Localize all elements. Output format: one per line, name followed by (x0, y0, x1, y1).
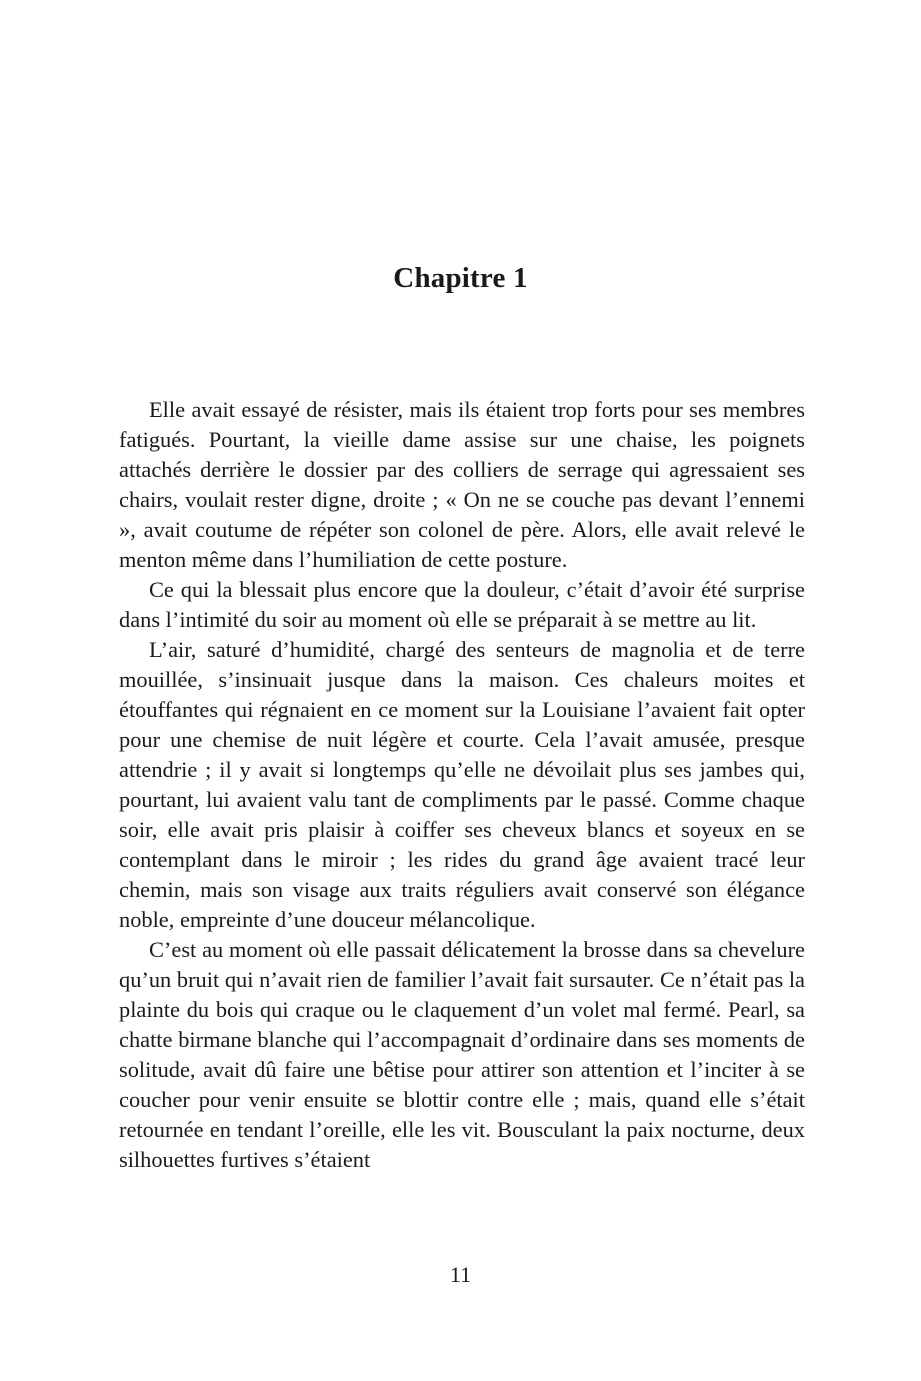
paragraph: Ce qui la blessait plus encore que la douleur, c’était d’avoir été surprise dans l’intimité du soir au moment où elle se préparait à se mettre au lit. (119, 577, 805, 632)
paragraph: Elle avait essayé de résister, mais ils étaient trop forts pour ses membres fatigués. Pourtant, la vieille dame assise sur une chaise, les poignets attachés derrière le dossier par des colliers de serrage qui agressaient ses chairs, voulait rester digne, droite ; « On ne se couche pas devant l’ennemi », avait coutume de répéter son colonel de père. Alors, elle avait relevé le menton même dans l’humiliation de cette posture. (119, 397, 805, 572)
paragraph: L’air, saturé d’humidité, chargé des senteurs de magnolia et de terre mouillée, s’insinuait jusque dans la maison. Ces chaleurs moites et étouffantes qui régnaient en ce moment sur la Louisiane l’avaient fait opter pour une chemise de nuit légère et courte. Cela l’avait amusée, presque attendrie ; il y avait si longtemps qu’elle ne dévoilait plus ses jambes qui, pourtant, lui avaient valu tant de compliments par le passé. Comme chaque soir, elle avait pris plaisir à coiffer ses cheveux blancs et soyeux en se contemplant dans le miroir ; les rides du grand âge avaient tracé leur chemin, mais son visage aux traits réguliers avait conservé son élégance noble, empreinte d’une douceur mélancolique. (119, 637, 805, 932)
chapter-body (119, 395, 805, 1175)
chapter-title: Chapitre 1 (393, 262, 528, 294)
paragraph: C’est au moment où elle passait délicatement la brosse dans sa chevelure qu’un bruit qui n’avait rien de familier l’avait fait sursauter. Ce n’était pas la plainte du bois qui craque ou le claquement d’un volet mal fermé. Pearl, sa chatte birmane blanche qui l’accompagnait d’ordinaire dans ses moments de solitude, avait dû faire une bêtise pour attirer son attention et l’inciter à se coucher pour venir ensuite se blottir contre elle ; mais, quand elle s’était retournée en tendant l’oreille, elle les vit. Bousculant la paix nocturne, deux silhouettes furtives s’étaient (119, 937, 805, 1172)
page-number: 11 (449, 1262, 472, 1287)
